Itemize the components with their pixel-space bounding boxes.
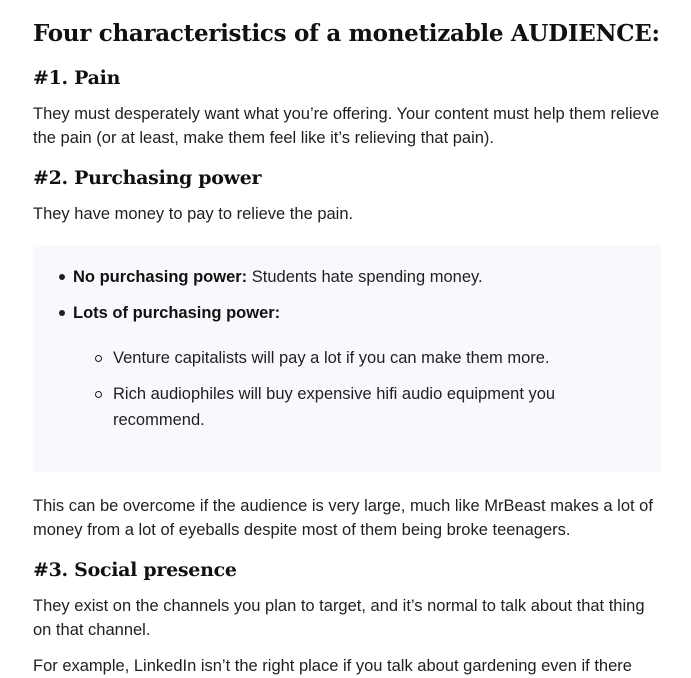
- list-item-bold: Lots of purchasing power:: [73, 304, 281, 322]
- section-body-purchasing-power: They have money to pay to relieve the pain.: [33, 205, 354, 223]
- list-item-text: Students hate spending money.: [247, 268, 483, 286]
- bullet-circle-icon: [95, 391, 102, 398]
- page-title: Four characteristics of a monetizable AUDIENCE:: [33, 20, 660, 47]
- section-heading-purchasing-power: #2. Purchasing power: [33, 167, 262, 189]
- paragraph: This can be overcome if the audience is very large, much like MrBeast makes a lot of money from a lot of eyeballs despite most of them being broke teenagers.: [33, 497, 653, 539]
- section-heading-social-presence: #3. Social presence: [33, 559, 237, 581]
- section-heading-pain: #1. Pain: [33, 67, 121, 89]
- section-body-pain: They must desperately want what you’re offering. Your content must help them relieve the pain (or at least, make them feel like it’s relieving that pain).: [33, 105, 660, 147]
- callout-box: [33, 245, 661, 472]
- bullet-disc-icon: [59, 310, 65, 316]
- section-body-social-presence: They exist on the channels you plan to target, and it’s normal to talk about that thing on that channel.: [33, 597, 645, 639]
- bullet-circle-icon: [95, 355, 102, 362]
- list-item: [73, 264, 483, 290]
- sub-list-item: Venture capitalists will pay a lot if you can make them more.: [113, 349, 550, 367]
- paragraph-cutoff: For example, LinkedIn isn’t the right place if you talk about gardening even if there: [33, 657, 632, 675]
- bullet-disc-icon: [59, 274, 65, 280]
- list-item-bold: No purchasing power:: [73, 268, 248, 286]
- list-item: [73, 300, 280, 326]
- sub-list-item: Rich audiophiles will buy expensive hifi audio equipment you recommend.: [113, 385, 556, 429]
